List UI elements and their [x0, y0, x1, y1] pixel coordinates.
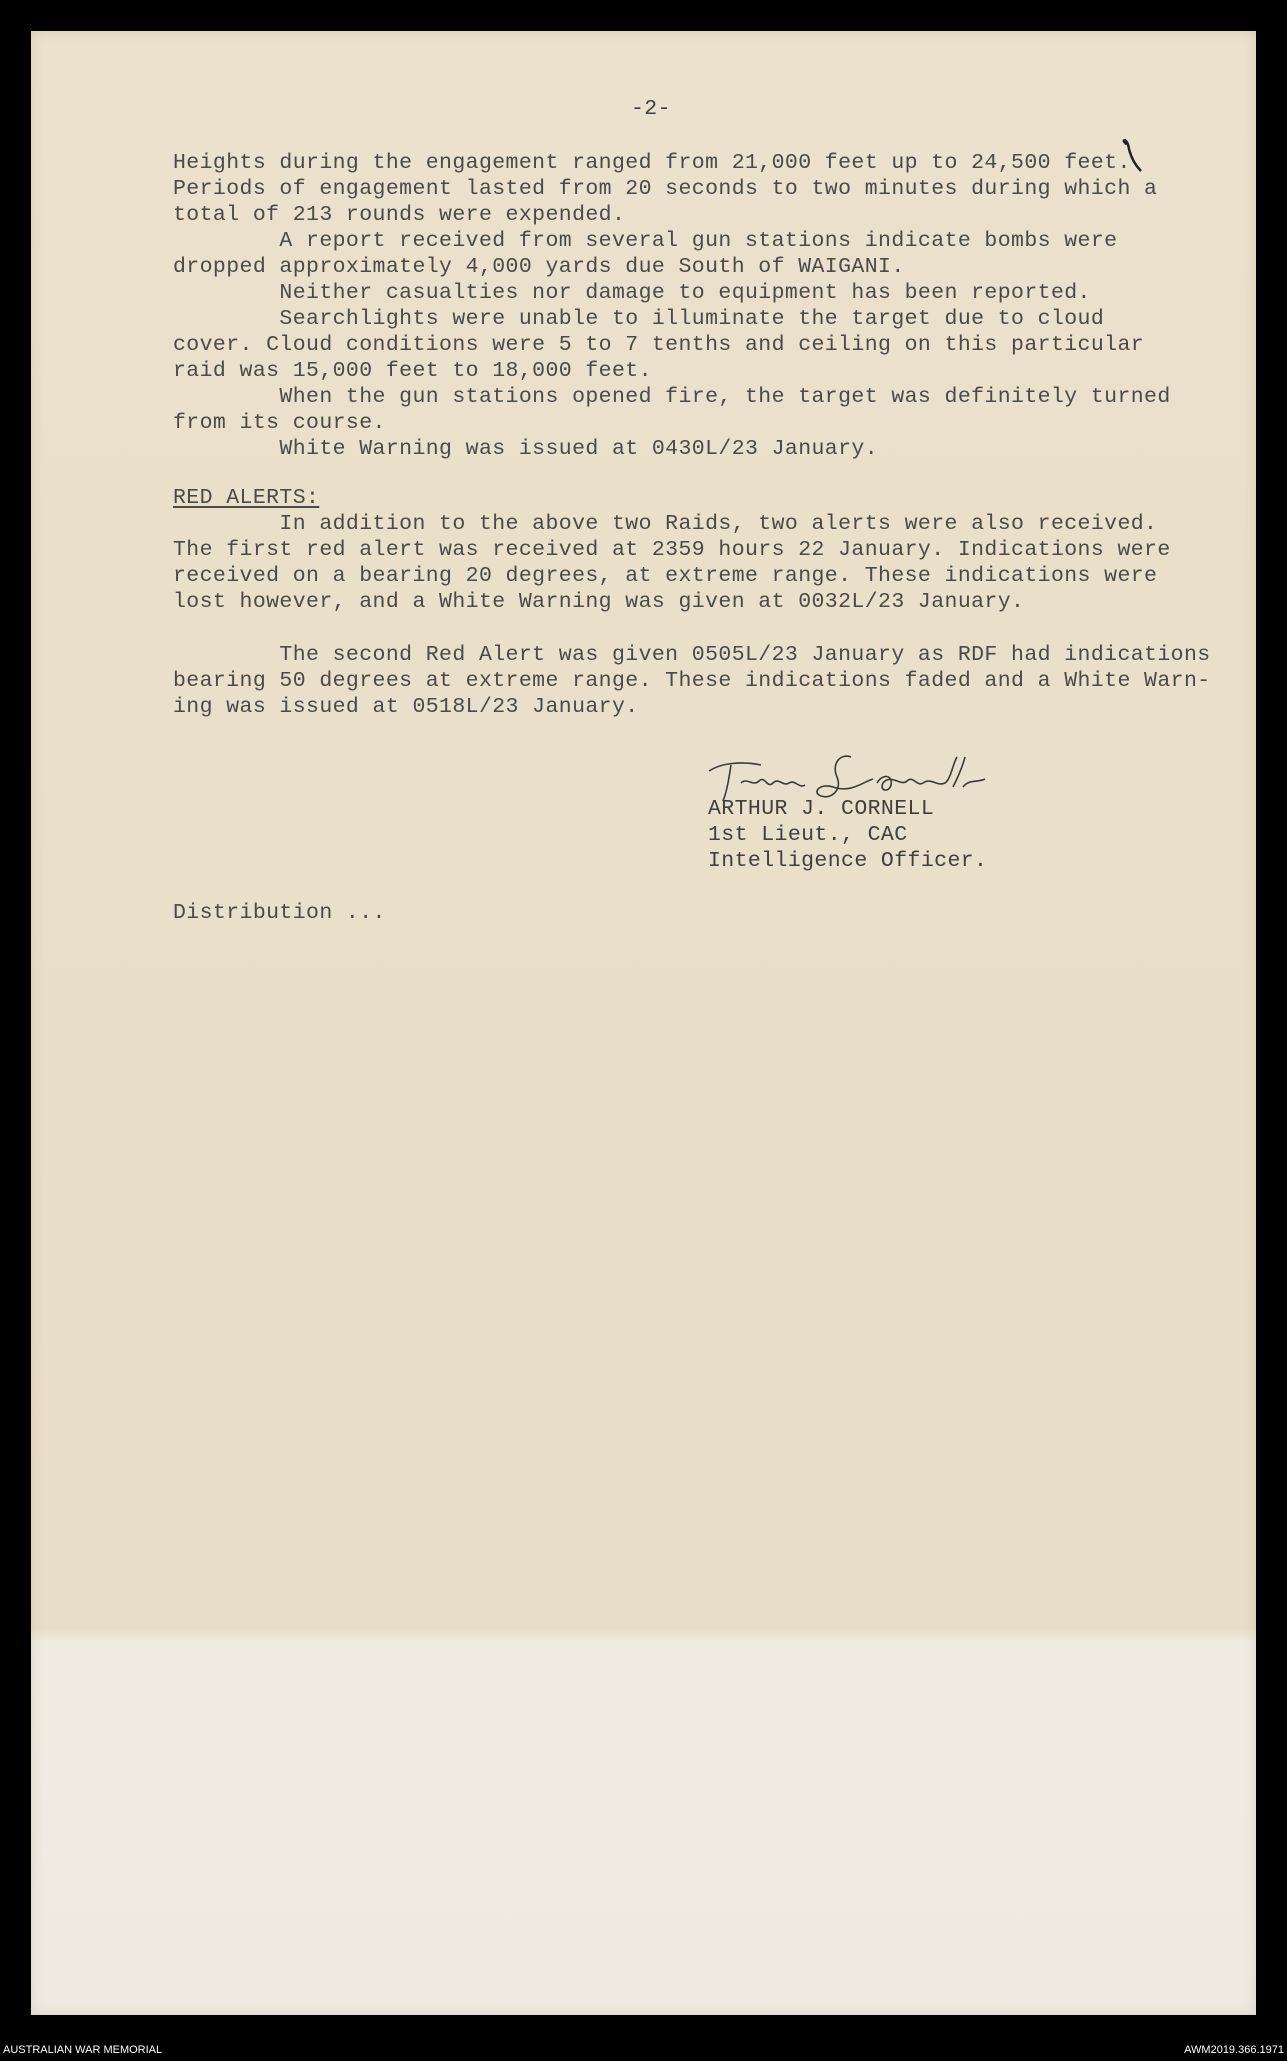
text-line: Periods of engagement lasted from 20 seconds to two minutes during which a: [173, 177, 1158, 201]
document-page: [31, 31, 1256, 2015]
signatory-name: ARTHUR J. CORNELL: [708, 797, 935, 821]
text-line: bearing 50 degrees at extreme range. These indications faded and a White Warn-: [173, 669, 1211, 693]
signatory-title: Intelligence Officer.: [708, 849, 988, 873]
text-line: When the gun stations opened fire, the target was definitely turned: [173, 385, 1171, 409]
text-line: Searchlights were unable to illuminate the target due to cloud: [173, 307, 1105, 331]
archive-credit: AUSTRALIAN WAR MEMORIAL: [3, 2044, 163, 2056]
page-number: -2-: [631, 97, 671, 121]
text-line: received on a bearing 20 degrees, at extreme range. These indications were: [173, 564, 1158, 588]
text-line: from its course.: [173, 411, 386, 435]
archive-reference: AWM2019.366.1971: [1184, 2044, 1284, 2056]
text-line: A report received from several gun stations indicate bombs were: [173, 229, 1118, 253]
text-line: cover. Cloud conditions were 5 to 7 tenths and ceiling on this particular: [173, 333, 1145, 357]
typed-content: [31, 31, 1256, 2015]
text-line: In addition to the above two Raids, two alerts were also received.: [173, 512, 1158, 536]
text-line: ing was issued at 0518L/23 January.: [173, 695, 639, 719]
text-line: Neither casualties nor damage to equipment has been reported.: [173, 281, 1091, 305]
text-line: The second Red Alert was given 0505L/23 January as RDF had indications: [173, 643, 1211, 667]
text-line: dropped approximately 4,000 yards due South of WAIGANI.: [173, 255, 905, 279]
signatory-rank: 1st Lieut., CAC: [708, 823, 908, 847]
text-line: White Warning was issued at 0430L/23 January.: [173, 437, 879, 461]
text-line: total of 213 rounds were expended.: [173, 203, 626, 227]
text-line: The first red alert was received at 2359 hours 22 January. Indications were: [173, 538, 1171, 562]
text-line: lost however, and a White Warning was given at 0032L/23 January.: [173, 590, 1025, 614]
text-line: raid was 15,000 feet to 18,000 feet.: [173, 359, 652, 383]
red-alerts-heading: RED ALERTS:: [173, 486, 320, 510]
text-line: Heights during the engagement ranged from 21,000 feet up to 24,500 feet.: [173, 151, 1131, 175]
distribution-label: Distribution ...: [173, 901, 386, 925]
